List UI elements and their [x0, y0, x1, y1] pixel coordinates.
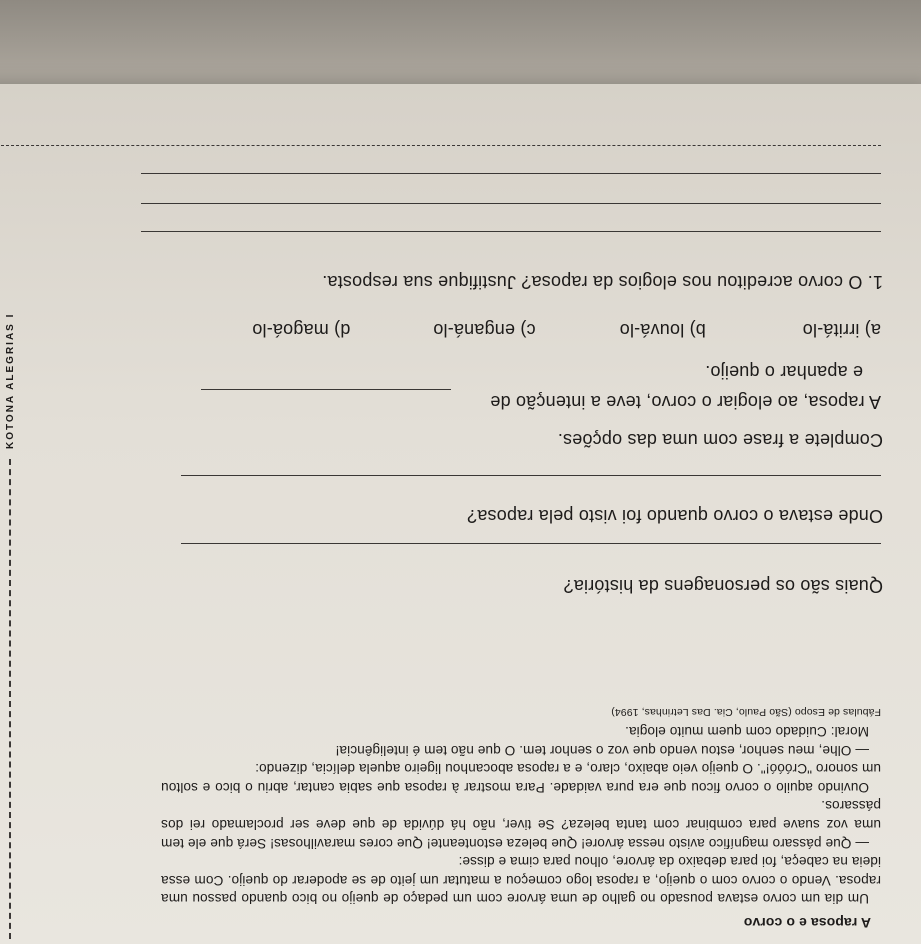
- answer-line-3[interactable]: [141, 173, 881, 174]
- option-b[interactable]: b) louvá-lo: [619, 320, 706, 340]
- cut-line: [1, 145, 881, 146]
- story-paragraph-2: — Que pássaro magnífico avisto nessa árvore! Que beleza estonteante! Que cores maravilhosas! Será que ele tem uma voz suave para combinar com tanta beleza? Se tiver, não há dúvida de que deve ser proclamado rei dos pássaros.: [161, 798, 881, 851]
- story-paragraph-1: Um dia um corvo estava pousado no galho de uma árvore com um pedaço de queijo no bico quando passou uma raposa. Vendo o corvo com o queijo, a raposa logo começou a matutar um jeito de se apoderar do queijo. Com essa ideia na cabeça, foi para debaixo da árvore, olhou para cima e disse:: [161, 854, 881, 907]
- answer-blank-intention[interactable]: [201, 389, 451, 390]
- sentence-part2: e apanhar o queijo.: [705, 362, 863, 382]
- answer-line-where[interactable]: [181, 475, 881, 476]
- story-text: [161, 703, 881, 932]
- answer-line-2[interactable]: [141, 203, 881, 204]
- question-characters: Quais são os personagens da história?: [563, 576, 883, 596]
- answer-line-characters[interactable]: [181, 543, 881, 544]
- answer-line-1[interactable]: [141, 231, 881, 232]
- story-source: Fábulas de Esopo (São Paulo, Cia. Das Letrinhas, 1994): [611, 706, 881, 719]
- option-a[interactable]: a) irritá-lo: [802, 320, 881, 340]
- vertical-cut-line: [9, 459, 11, 939]
- story-moral: Moral: Cuidado com quem muito elogia.: [625, 724, 869, 740]
- side-label: KOTONA ALEGRIAS I: [5, 312, 16, 449]
- story-paragraph-3: Ouvindo aquilo o corvo ficou que era pura vaidade. Para mostrar à raposa que sabia cantar, abriu o bico e soltou um sonoro "Cróóó!". O queijo veio abaixo, claro, e a raposa abocanhou ligeiro aquela delícia, dizendo:: [161, 761, 881, 795]
- question-where: Onde estava o corvo quando foi visto pela raposa?: [466, 506, 883, 526]
- option-d[interactable]: d) magoá-lo: [252, 320, 351, 340]
- question-complete: Complete a frase com uma das opções.: [557, 430, 883, 450]
- story-title: A raposa e o corvo: [743, 915, 871, 931]
- sentence-part1: A raposa, ao elogiar o corvo, teve a intenção de: [490, 392, 881, 412]
- option-c[interactable]: c) enganá-lo: [433, 320, 536, 340]
- question-1: 1. O corvo acreditou nos elogios da raposa? Justifique sua resposta.: [322, 272, 883, 292]
- options-row: [181, 319, 881, 340]
- story-paragraph-4: — Olhe, meu senhor, estou vendo que voz o senhor tem. O que não tem é inteligência!: [335, 742, 869, 758]
